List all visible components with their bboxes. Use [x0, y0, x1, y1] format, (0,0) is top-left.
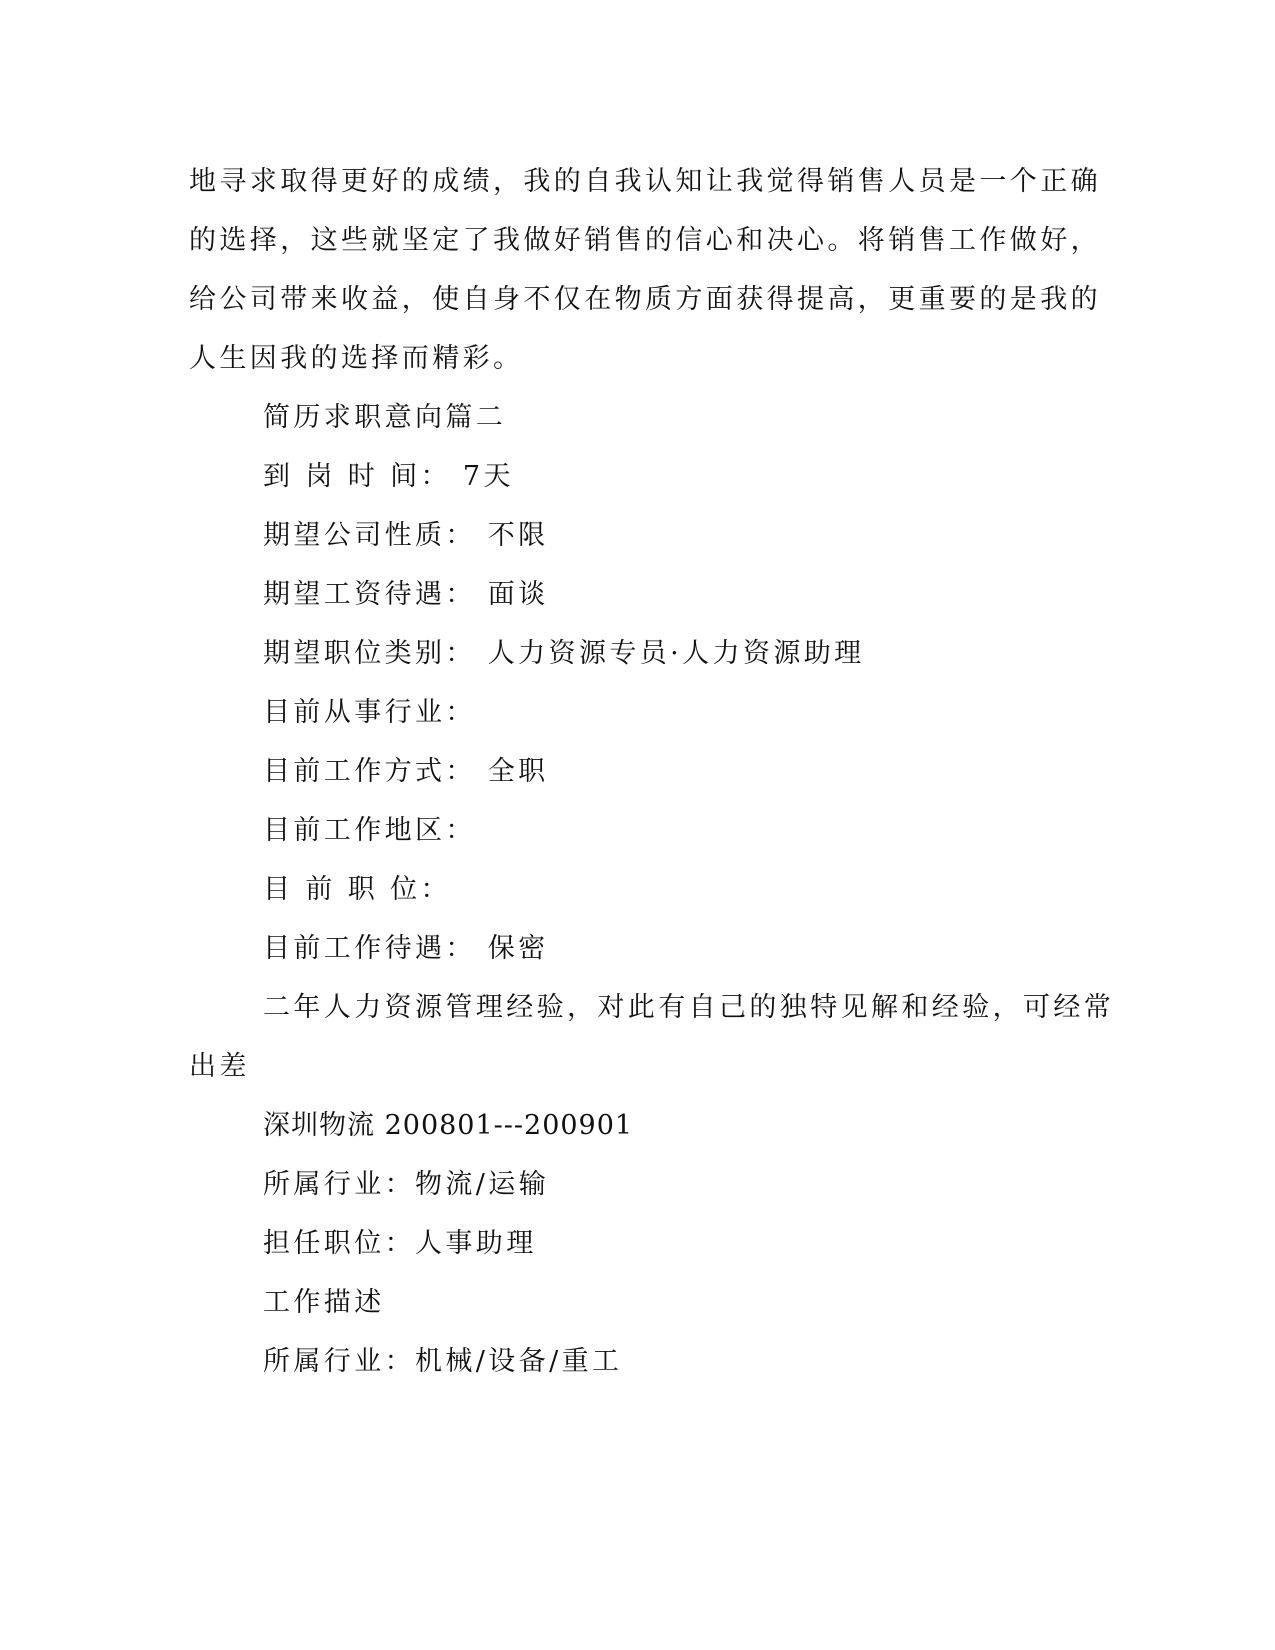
- field-current-industry: 目前从事行业：: [263, 697, 476, 728]
- experience-company: 深圳物流 200801---200901: [263, 1110, 634, 1141]
- experience-industry-2: 所属行业：机械/设备/重工: [263, 1346, 623, 1377]
- experience-position: 担任职位：人事助理: [263, 1228, 537, 1259]
- field-current-position: 目 前 职 位：: [263, 874, 451, 905]
- paragraph-line-4: 人生因我的选择而精彩。: [189, 343, 524, 374]
- paragraph-line-2: 的选择，这些就坚定了我做好销售的信心和决心。将销售工作做好，: [189, 225, 1101, 256]
- experience-industry: 所属行业：物流/运输: [263, 1169, 550, 1200]
- field-company-type: 期望公司性质： 不限: [263, 520, 549, 551]
- field-current-salary: 目前工作待遇： 保密: [263, 933, 549, 964]
- field-job-category: 期望职位类别： 人力资源专员·人力资源助理: [263, 638, 865, 669]
- field-salary: 期望工资待遇： 面谈: [263, 579, 549, 610]
- field-work-mode: 目前工作方式： 全职: [263, 756, 549, 787]
- section-title: 简历求职意向篇二: [263, 402, 507, 433]
- summary-line-2: 出差: [189, 1051, 250, 1082]
- field-work-region: 目前工作地区：: [263, 815, 476, 846]
- field-arrival-time: 到 岗 时 间： 7天: [263, 461, 514, 492]
- summary-line-1: 二年人力资源管理经验，对此有自己的独特见解和经验，可经常: [263, 992, 1115, 1023]
- paragraph-line-3: 给公司带来收益，使自身不仅在物质方面获得提高，更重要的是我的: [189, 284, 1101, 315]
- paragraph-line-1: 地寻求取得更好的成绩，我的自我认知让我觉得销售人员是一个正确: [189, 166, 1101, 197]
- experience-description-heading: 工作描述: [263, 1287, 385, 1318]
